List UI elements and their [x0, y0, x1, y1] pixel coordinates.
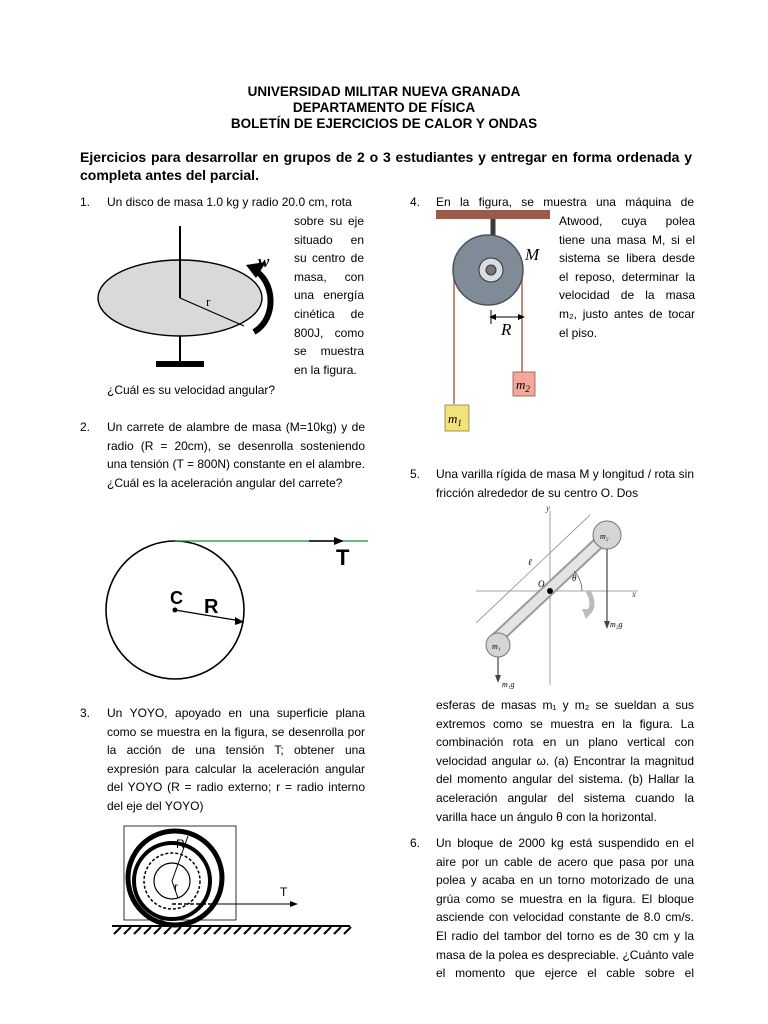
- pivot-label: O: [538, 579, 545, 589]
- exercise-4-column-line: velocidad de la masa: [559, 288, 695, 303]
- ceiling-bar: [436, 210, 550, 219]
- exercise-1-column-line: situado en: [294, 232, 364, 247]
- exercise-1-line1: Un disco de masa 1.0 kg y radio 20.0 cm, rota: [107, 195, 352, 209]
- ground-hatch: [294, 927, 301, 934]
- ground-hatch: [174, 927, 181, 934]
- exercise-1-column-line: cinética de: [294, 306, 364, 321]
- exercise-1-column-line: en la figura.: [294, 362, 357, 377]
- pulley-mass-label: M: [525, 245, 540, 264]
- ground-hatch: [224, 927, 231, 934]
- sphere-m2-label: m₂: [600, 532, 609, 541]
- university-title: UNIVERSIDAD MILITAR NUEVA GRANADA: [247, 84, 521, 99]
- y-axis-label: y: [546, 503, 550, 513]
- ground-hatch: [124, 927, 131, 934]
- exercise-1-column: [294, 212, 364, 379]
- ground-hatch: [254, 927, 261, 934]
- exercise-4-column-line: sistema se libera desde: [559, 251, 695, 266]
- ground-hatch: [274, 927, 281, 934]
- weight-m1-label: m₁g: [502, 680, 515, 689]
- exercise-4-column-line: el piso.: [559, 325, 598, 340]
- exercise-6-number: 6.: [410, 836, 421, 850]
- ground-hatch: [164, 927, 171, 934]
- ground-hatch: [314, 927, 321, 934]
- exercise-5-text-b: esferas de masas m₁ y m₂ se sueldan a sus extremos como se muestra en la figura. La combinación rota en un plano vertical con velocidad angular ω. (a) Encontrar la magnitud del momento angular del sistema. (b) Hallar la aceleración angular del sistema cuando la varilla hace un ángulo θ con la horizontal.: [436, 698, 694, 824]
- exercise-4-column-line: tiene una masa M, si el: [559, 232, 695, 247]
- x-axis-label: x: [632, 589, 636, 599]
- exercise-4-column-line: Atwood, cuya polea: [559, 214, 695, 228]
- exercise-1-column-line: su centro de: [294, 251, 364, 266]
- radius-label: r: [206, 294, 211, 309]
- exercise-4-number: 4.: [410, 195, 421, 209]
- mass-2-label: $m_2$: [516, 377, 530, 394]
- ground-hatch: [284, 927, 291, 934]
- exercise-1-question: ¿Cuál es su velocidad angular?: [107, 383, 276, 397]
- ground-hatch: [214, 927, 221, 934]
- ground-hatch: [304, 927, 311, 934]
- exercise-2-number: 2.: [80, 420, 91, 434]
- pivot: [547, 588, 553, 594]
- exercise-5-number: 5.: [410, 467, 421, 481]
- bulletin-title: BOLETÍN DE EJERCICIOS DE CALOR Y ONDAS: [230, 116, 538, 131]
- reel-radius-label: R: [204, 596, 219, 618]
- tension-label: T: [336, 545, 350, 570]
- exercise-1-column-line: sobre su eje: [294, 214, 364, 228]
- mass-1-label: $m_1$: [448, 411, 462, 428]
- exercise-6-text: Un bloque de 2000 kg está suspendido en el aire por un cable de acero que pasa por una polea y acaba en un torno motorizado de una grúa como se muestra en la figura. El bloque asciende con velocidad constante de 8.0 cm/s. El radio del tambor del torno es de 30 cm y la masa de la polea es despreciable. ¿Cuánto vale el momento que ejerce el cable sobre el: [436, 836, 694, 981]
- ground-hatch: [344, 927, 351, 934]
- weight-m2-label: m₂g: [610, 620, 623, 629]
- exercise-5-figure: [470, 505, 650, 690]
- exercise-4-figure: [433, 208, 553, 438]
- ground-hatch: [184, 927, 191, 934]
- ground-hatch: [194, 927, 201, 934]
- ground-hatch: [114, 927, 121, 934]
- exercise-1-column-line: masa, con: [294, 269, 364, 284]
- ground-hatch: [144, 927, 151, 934]
- sphere-m1-label: m₁: [492, 642, 501, 651]
- intro-text: Ejercicios para desarrollar en grupos de 2 o 3 estudiantes y entregar en forma ordenada y completa antes del parcial.: [80, 149, 692, 183]
- theta-label: θ: [572, 573, 577, 583]
- exercise-4-column-line: el reposo, determinar la: [559, 269, 695, 284]
- exercise-5-text-a: Una varilla rígida de masa M y longitud / rota sin fricción alrededor de su centro O. Dos: [436, 467, 694, 500]
- length-label: ℓ: [528, 557, 532, 567]
- exercise-2-text: Un carrete de alambre de masa (M=10kg) y de radio (R = 20cm), se desenrolla sosteniendo una tensión (T = 800N) constante en el alambre. ¿Cuál es la aceleración angular del carrete?: [107, 420, 365, 490]
- outer-radius-label: R: [176, 837, 185, 851]
- exercise-4-line1: En la figura, se muestra una máquina de: [436, 195, 694, 209]
- omega-label: w: [258, 252, 270, 271]
- ground-hatch: [324, 927, 331, 934]
- exercise-1-column-line: una energía: [294, 288, 364, 303]
- exercise-3-number: 3.: [80, 706, 91, 720]
- center-label: C: [170, 588, 183, 608]
- exercise-3-figure: [112, 826, 372, 936]
- disk-base: [156, 361, 204, 367]
- ground-hatch: [204, 927, 211, 934]
- exercise-1-number: 1.: [80, 195, 91, 209]
- exercise-4-column: [559, 212, 695, 342]
- ground-hatch: [134, 927, 141, 934]
- pulley-radius-label: R: [501, 320, 512, 339]
- inner-radius-label: r: [174, 880, 178, 894]
- department-title: DEPARTAMENTO DE FÍSICA: [292, 100, 476, 115]
- tension-arrow: [334, 537, 344, 545]
- exercise-4-column-line: m₂, justo antes de tocar: [559, 306, 695, 321]
- exercise-1-column-line: 800J, como: [294, 325, 364, 340]
- ground-hatch: [334, 927, 341, 934]
- yoyo-tension-label: T: [280, 885, 288, 899]
- exercise-1-column-line: se muestra: [294, 344, 364, 359]
- exercise-3-text: Un YOYO, apoyado en una superficie plana como se muestra en la figura, se desenrolla por la acción de una tensión T; obtener una expresión para calcular la aceleración angular del YOYO (R = radio externo; r = radio interno del eje del YOYO): [107, 706, 365, 813]
- ground-hatch: [244, 927, 251, 934]
- ground-hatch: [154, 927, 161, 934]
- ground-hatch: [234, 927, 241, 934]
- exercise-1-figure: [96, 222, 286, 372]
- exercise-2-figure: [104, 535, 374, 685]
- ground-hatch: [264, 927, 271, 934]
